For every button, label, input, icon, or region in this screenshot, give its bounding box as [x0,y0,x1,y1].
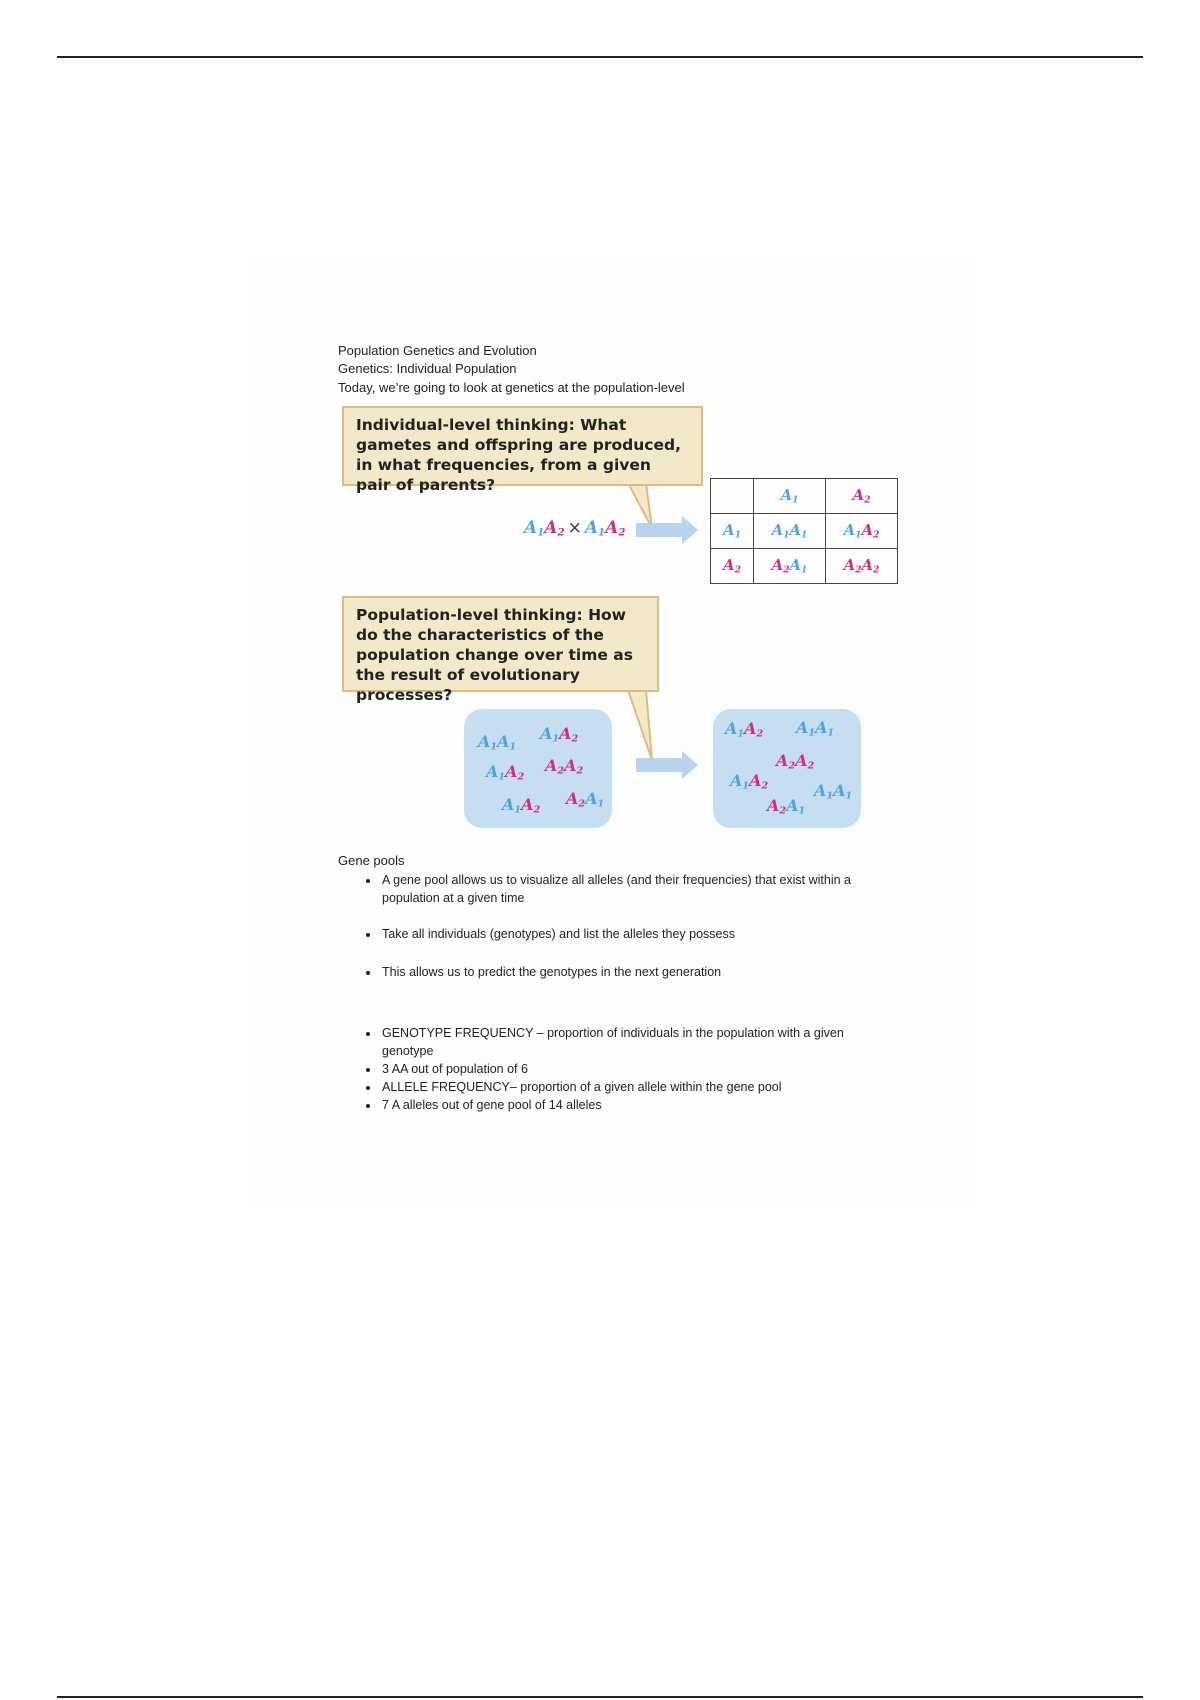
individual-callout-lead: Individual-level thinking: [356,416,575,434]
genotype: $A_2A_2$ [545,756,584,777]
genotype: $A_1A_2$ [502,795,541,816]
punnett-row-header: $A_1$ [711,514,754,549]
punnett-col-header: $A_1$ [754,479,826,514]
list-item: • A gene pool allows us to visualize all alleles (and their frequencies) that exist within a population at a given time [380,871,880,907]
genotype: $A_2A_1$ [566,789,605,810]
list-item: • This allows us to predict the genotypes in the next generation [380,963,880,981]
parent-cross [524,518,625,539]
parent1-allele-1: $A_1$ [524,518,545,539]
punnett-cell: $A_1A_2$ [826,514,898,549]
punnett-corner [711,479,754,514]
genotype: $A_1A_2$ [486,762,525,783]
genotype: $A_1A_2$ [725,719,764,740]
punnett-cell: $A_2A_2$ [826,549,898,584]
genotype: $A_2A_1$ [767,796,806,817]
punnett-row-header: $A_2$ [711,549,754,584]
punnett-row [711,549,898,584]
list-item: • ALLELE FREQUENCY– proportion of a given allele within the gene pool [380,1078,880,1096]
genotype: $A_1A_1$ [796,718,835,739]
punnett-row [711,514,898,549]
individual-callout [342,406,703,494]
section-heading: Gene pools [338,853,405,868]
list-item: • GENOTYPE FREQUENCY – proportion of individuals in the population with a given genotype [380,1024,880,1060]
genotype: $A_1A_2$ [730,771,769,792]
document-title: Population Genetics and Evolution [338,343,537,358]
genotype: $A_1A_1$ [814,781,853,802]
bottom-rule [57,1696,1143,1698]
parent2-allele-2: $A_2$ [605,518,626,539]
population-callout-lead: Population-level thinking: [356,606,583,624]
population-callout [342,596,659,704]
genotype: $A_1A_2$ [540,724,579,745]
list-item: • 3 AA out of population of 6 [380,1060,880,1078]
population-before [464,709,612,828]
intro-text: Today, we’re going to look at genetics at the population-level [338,380,685,395]
population-callout-body: How do the characteristics of the population change over time as the result of evolutionary processes? [356,606,633,704]
punnett-header-row [711,479,898,514]
frequency-bullets [338,1024,880,1114]
punnett-cell: $A_1A_1$ [754,514,826,549]
punnett-square [710,478,898,584]
population-after [713,709,861,828]
list-item: • 7 A alleles out of gene pool of 14 alleles [380,1096,880,1114]
parent2-allele-1: $A_1$ [584,518,606,539]
punnett-cell: $A_2A_1$ [754,549,826,584]
top-rule [57,56,1143,58]
punnett-col-header: $A_2$ [826,479,898,514]
individual-callout-body: What gametes and offspring are produced, in what frequencies, from a given pair of parents? [356,416,681,494]
gene-pool-bullets [338,871,880,981]
genotype: $A_1A_1$ [478,732,517,753]
genotype: $A_2A_2$ [776,751,815,772]
parent1-allele-2: $A_2$ [544,518,565,539]
cross-operator: × [567,518,582,538]
list-item: • Take all individuals (genotypes) and list the alleles they possess [380,925,880,943]
document-subtitle: Genetics: Individual Population [338,361,517,376]
